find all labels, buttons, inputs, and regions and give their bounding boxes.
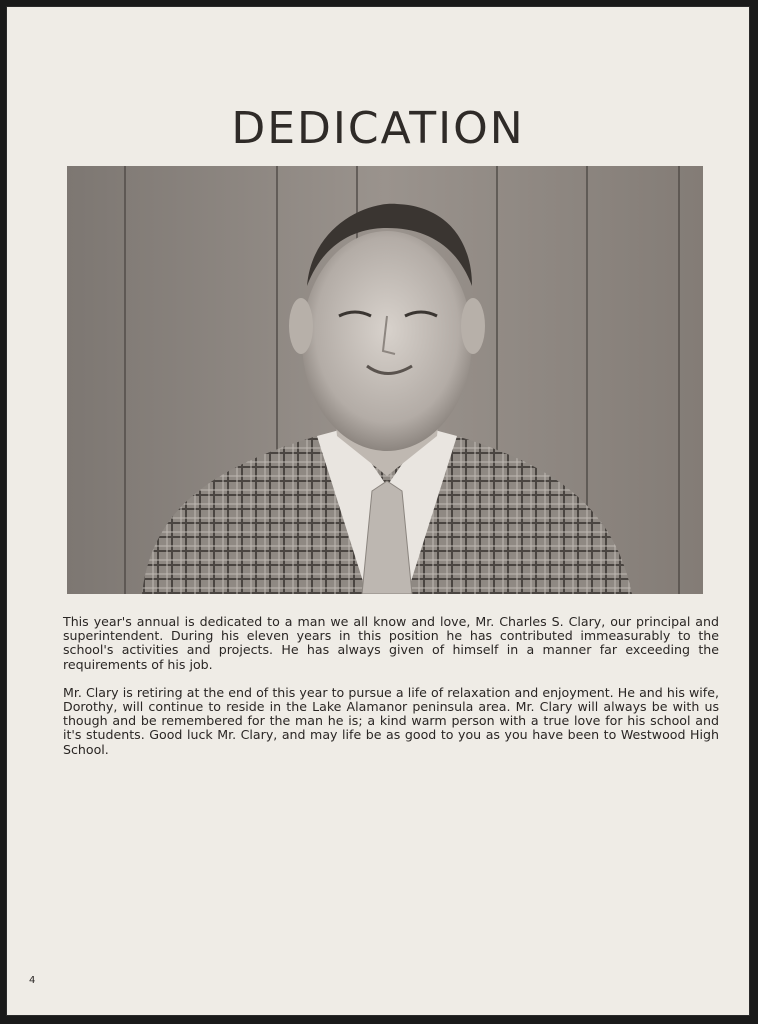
page-number: 4	[29, 975, 36, 986]
page-title: DEDICATION	[231, 103, 525, 154]
paragraph: Mr. Clary is retiring at the end of this year to pursue a life of relaxation and enjoyment. He and his wife, Dorothy, will continue to reside in the Lake Alamanor peninsula area. Mr. Clary will always be with us though and be remembered for the man he is; a kind warm person with a true love for his school and it's students. Good luck Mr. Clary, and may life be as good to you as you have been to Westwood High School.	[63, 684, 719, 757]
paragraph: This year's annual is dedicated to a man we all know and love, Mr. Charles S. Clary, our principal and superintendent. During his eleven years in this position he has contributed immeasurably to the school's activities and projects. He has always given of himself in a manner far exceeding the requirements of his job.	[63, 614, 719, 672]
dedication-photo	[67, 166, 703, 594]
yearbook-page	[6, 6, 750, 1016]
dedication-text	[63, 615, 719, 771]
